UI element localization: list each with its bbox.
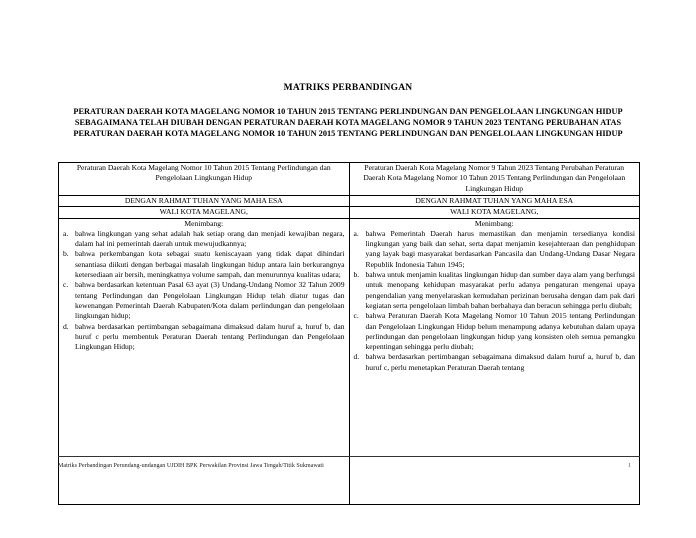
document-title: MATRIKS PERBANDINGAN (283, 83, 413, 93)
list-item (354, 311, 636, 352)
item-text: bahwa Pemerintah Daerah harus memastikan dan menjamin tersedianya kondisi lingkungan yang baik dan sehat, serta dapat menjamin kesejahteraan dan penghidupan yang layak bagi masyarakat berdasarkan Pancasila dan Undang-Undang Dasar Negara Republik Indonesia Tahun 1945; (365, 228, 635, 269)
left-rahmat: DENGAN RAHMAT TUHAN YANG MAHA ESA (59, 196, 350, 207)
left-wali: WALI KOTA MAGELANG, (59, 207, 350, 218)
list-item (63, 229, 345, 250)
item-text: bahwa berdasarkan pertimbangan sebagaimana dimaksud dalam huruf a, huruf b, dan huruf c, perlu menetapkan Peraturan Daerah tentang (365, 352, 635, 372)
document-subtitle: PERATURAN DAERAH KOTA MAGELANG NOMOR 10 TAHUN 2015 TENTANG PERLINDUNGAN DAN PENGELOLAAN LINGKUNGAN HIDUP SEBAGAIMANA TELAH DIUBAH DENGAN PERATURAN DAERAH KOTA MAGELANG NOMOR 9 TAHUN 2023 TENTANG PERUBAHAN ATAS PERATURAN DAERAH KOTA MAGELANG NOMOR 10 TAHUN 2015 TENTANG PERLINDUNGAN DAN PENGELOLAAN LINGKUNGAN HIDUP (73, 107, 623, 139)
right-considerations-list (354, 229, 636, 373)
item-marker: c. (353, 311, 359, 321)
item-text: bahwa berdasarkan ketentuan Pasal 63 ayat (3) Undang-Undang Nomor 32 Tahun 2009 tentang Perlindungan dan Pengelolaan Lingkungan Hidup telah diatur tugas dan kewenangan Pemerintah Daerah Kabupaten/Kota dalam perlindungan dan pengelolaan lingkungan hidup; (75, 280, 345, 321)
list-item (63, 249, 345, 280)
list-item (354, 352, 636, 373)
item-marker: b. (63, 249, 69, 259)
list-item (63, 322, 345, 353)
right-header-cell (349, 163, 640, 196)
left-considerations-list (63, 229, 345, 353)
list-item (354, 229, 636, 270)
item-text: bahwa berdasarkan pertimbangan sebagaimana dimaksud dalam huruf a, huruf b, dan huruf c perlu membentuk Peraturan Daerah tentang Perlindungan dan Pengelolaan Lingkungan Hidup; (75, 321, 345, 352)
right-menimbang-label: Menimbang: (474, 218, 514, 228)
item-marker: a. (63, 228, 69, 238)
item-text: bahwa untuk menjamin kualitas lingkungan hidup dan sumber daya alam yang berfungsi untuk menopang kehidupan masyarakat perlu adanya pengaturan mengenai upaya pengendalian yang menyelaraskan kemudahan perizinan berusaha dengan dam pak dari kegiatan serta pengelolaan limbah bahan berbahaya dan beracun sehingga perlu diubah; (365, 270, 635, 310)
item-marker: b. (353, 270, 360, 280)
left-header-text: Peraturan Daerah Kota Magelang Nomor 10 Tahun 2015 Tentang Perlindungan dan Pengelolaan Lingkungan Hidup (76, 163, 331, 183)
rahmat-row (59, 196, 640, 207)
list-item (354, 270, 636, 311)
left-header-cell (59, 163, 350, 196)
left-menimbang-label: Menimbang: (184, 218, 224, 228)
left-menimbang-cell (59, 218, 350, 504)
comparison-table (58, 162, 640, 505)
right-wali: WALI KOTA MAGELANG, (349, 207, 640, 218)
list-item (63, 280, 345, 321)
item-marker: a. (353, 228, 359, 238)
item-marker: c. (63, 280, 69, 290)
item-text: bahwa lingkungan yang sehat adalah hak setiap orang dan menjadi kewajiban negara, dalam hal ini pemerintah daerah untuk mewujudkannya; (75, 228, 345, 249)
table-header-row (59, 163, 640, 196)
right-header-text: Peraturan Daerah Kota Magelang Nomor 9 Tahun 2023 Tentang Perubahan Peraturan Daerah Kota Magelang Nomor 10 Tahun 2015 Tentang Perlindungan dan Pengelolaan Lingkungan Hidup (363, 163, 626, 193)
item-marker: d. (63, 321, 69, 331)
item-text: bahwa Peraturan Daerah Kota Magelang Nomor 10 Tahun 2015 tentang Perlindungan dan Pengelolaan Lingkungan Hidup belum menampung adanya kebutuhan dalam upaya perlindungan dan pengelolaan lingkungan hidup yang konsisten oleh semua pemangku kepentingan sehingga perlu diubah; (365, 311, 635, 352)
menimbang-row (59, 218, 640, 504)
right-menimbang-cell (349, 218, 640, 504)
footer-divider (58, 456, 640, 457)
page-number: 1 (628, 463, 632, 469)
right-rahmat: DENGAN RAHMAT TUHAN YANG MAHA ESA (349, 196, 640, 207)
item-marker: d. (353, 352, 360, 362)
item-text: bahwa perkembangan kota sebagai suatu keniscayaan yang tidak dapat dihindari senantiasa diikuti dengan berbagai masalah lingkungan hidup antara lain berkurangnya ketersediaan air bersih, meningkatnya volume sampah, dan menurunnya kualitas udara; (75, 249, 345, 280)
wali-row (59, 207, 640, 218)
footer-text: Matriks Perbandingan Perundang-undangan UJDIH BPK Perwakilan Provinsi Jawa Tengah/Titik Sukmawati (58, 463, 324, 469)
